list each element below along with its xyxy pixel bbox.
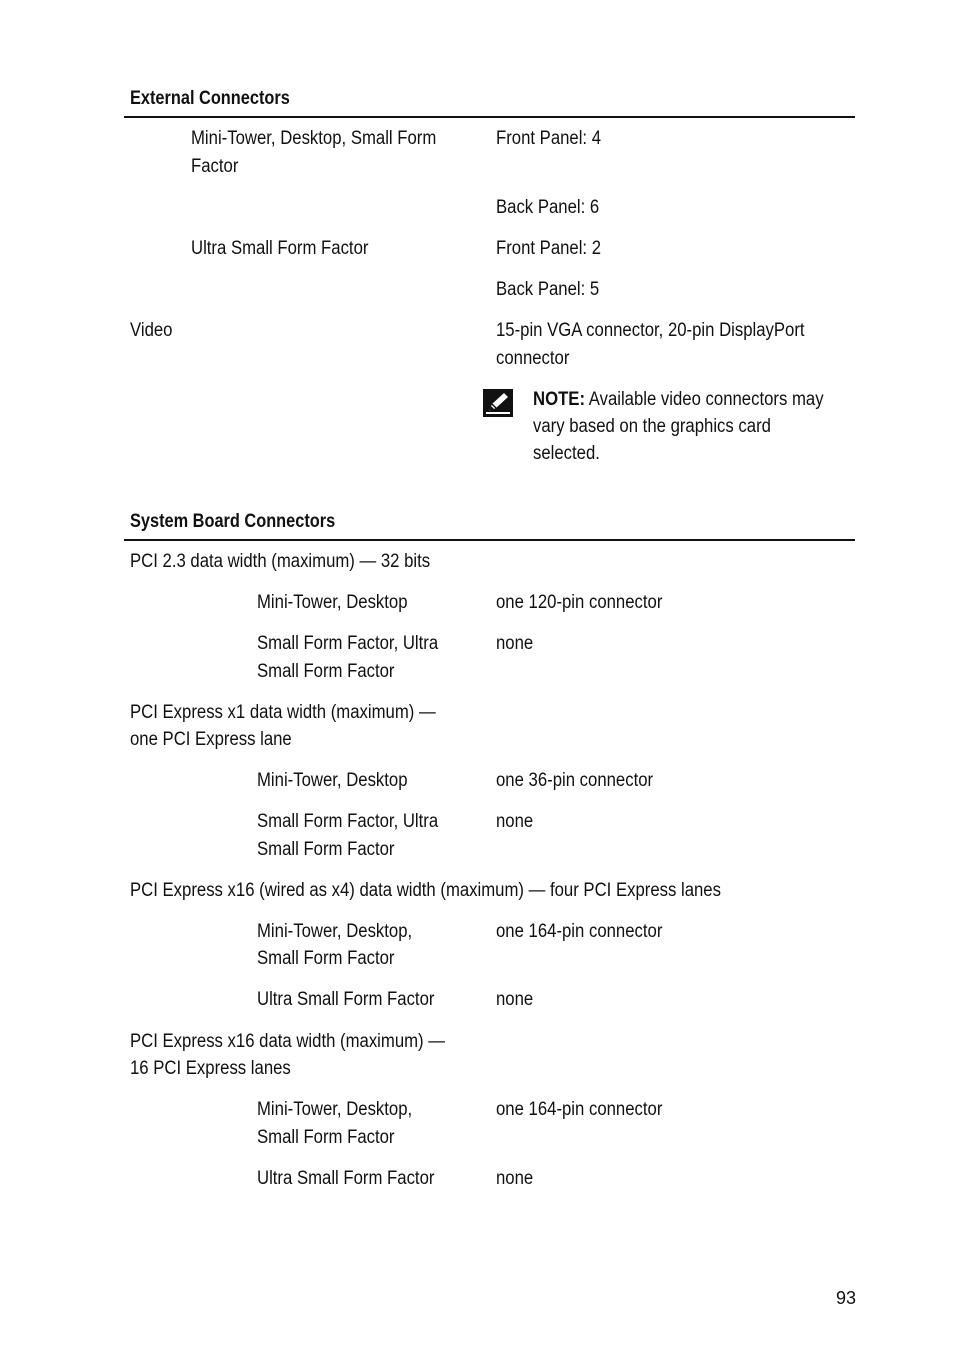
row-value: none <box>496 633 534 654</box>
group-label: PCI Express x16 (wired as x4) data width (maximum) — four PCI Express lanes <box>130 880 721 901</box>
row-label: Mini-Tower, Desktop, Small Form <box>191 128 437 149</box>
row-value: one 164-pin connector <box>496 1099 663 1120</box>
row-value: none <box>496 811 534 832</box>
row-label: Ultra Small Form Factor <box>257 989 435 1010</box>
row-label: Mini-Tower, Desktop, <box>257 921 413 942</box>
row-label: Mini-Tower, Desktop <box>257 770 408 791</box>
row-value: Back Panel: 5 <box>496 279 600 300</box>
row-label: Small Form Factor, Ultra <box>257 811 439 832</box>
row-label: Mini-Tower, Desktop, <box>257 1099 413 1120</box>
row-value: connector <box>496 348 570 369</box>
group-label: PCI 2.3 data width (maximum) — 32 bits <box>130 551 431 572</box>
row-value: one 36-pin connector <box>496 770 654 791</box>
note-line <box>533 386 824 413</box>
group-label: one PCI Express lane <box>130 729 292 750</box>
row-value: one 120-pin connector <box>496 592 663 613</box>
note-prefix: NOTE: <box>533 389 586 410</box>
row-value: 15-pin VGA connector, 20-pin DisplayPort <box>496 320 805 341</box>
row-label: Mini-Tower, Desktop <box>257 592 408 613</box>
row-value: none <box>496 1168 534 1189</box>
group-label: PCI Express x1 data width (maximum) — <box>130 702 436 723</box>
row-label: Ultra Small Form Factor <box>191 238 369 259</box>
row-label: Ultra Small Form Factor <box>257 1168 435 1189</box>
row-value: Front Panel: 4 <box>496 128 602 149</box>
row-label: Small Form Factor, Ultra <box>257 633 439 654</box>
row-value: Back Panel: 6 <box>496 197 600 218</box>
section-rule <box>124 539 855 541</box>
note-line: vary based on the graphics card <box>533 416 771 437</box>
pencil-note-icon <box>483 389 513 417</box>
row-label: Factor <box>191 156 239 177</box>
section-heading-system-board: System Board Connectors <box>130 511 336 532</box>
note-text: Available video connectors may <box>585 389 824 410</box>
row-label: Small Form Factor <box>257 839 395 860</box>
section-heading-external: External Connectors <box>130 88 290 109</box>
group-label: 16 PCI Express lanes <box>130 1058 291 1079</box>
note-line: selected. <box>533 443 600 464</box>
row-value: none <box>496 989 534 1010</box>
row-label: Video <box>130 320 173 341</box>
section-rule <box>124 116 855 118</box>
page-number: 93 <box>836 1288 857 1308</box>
row-label: Small Form Factor <box>257 1127 395 1148</box>
group-label: PCI Express x16 data width (maximum) — <box>130 1031 445 1052</box>
row-label: Small Form Factor <box>257 948 395 969</box>
row-label: Small Form Factor <box>257 661 395 682</box>
row-value: one 164-pin connector <box>496 921 663 942</box>
row-value: Front Panel: 2 <box>496 238 602 259</box>
